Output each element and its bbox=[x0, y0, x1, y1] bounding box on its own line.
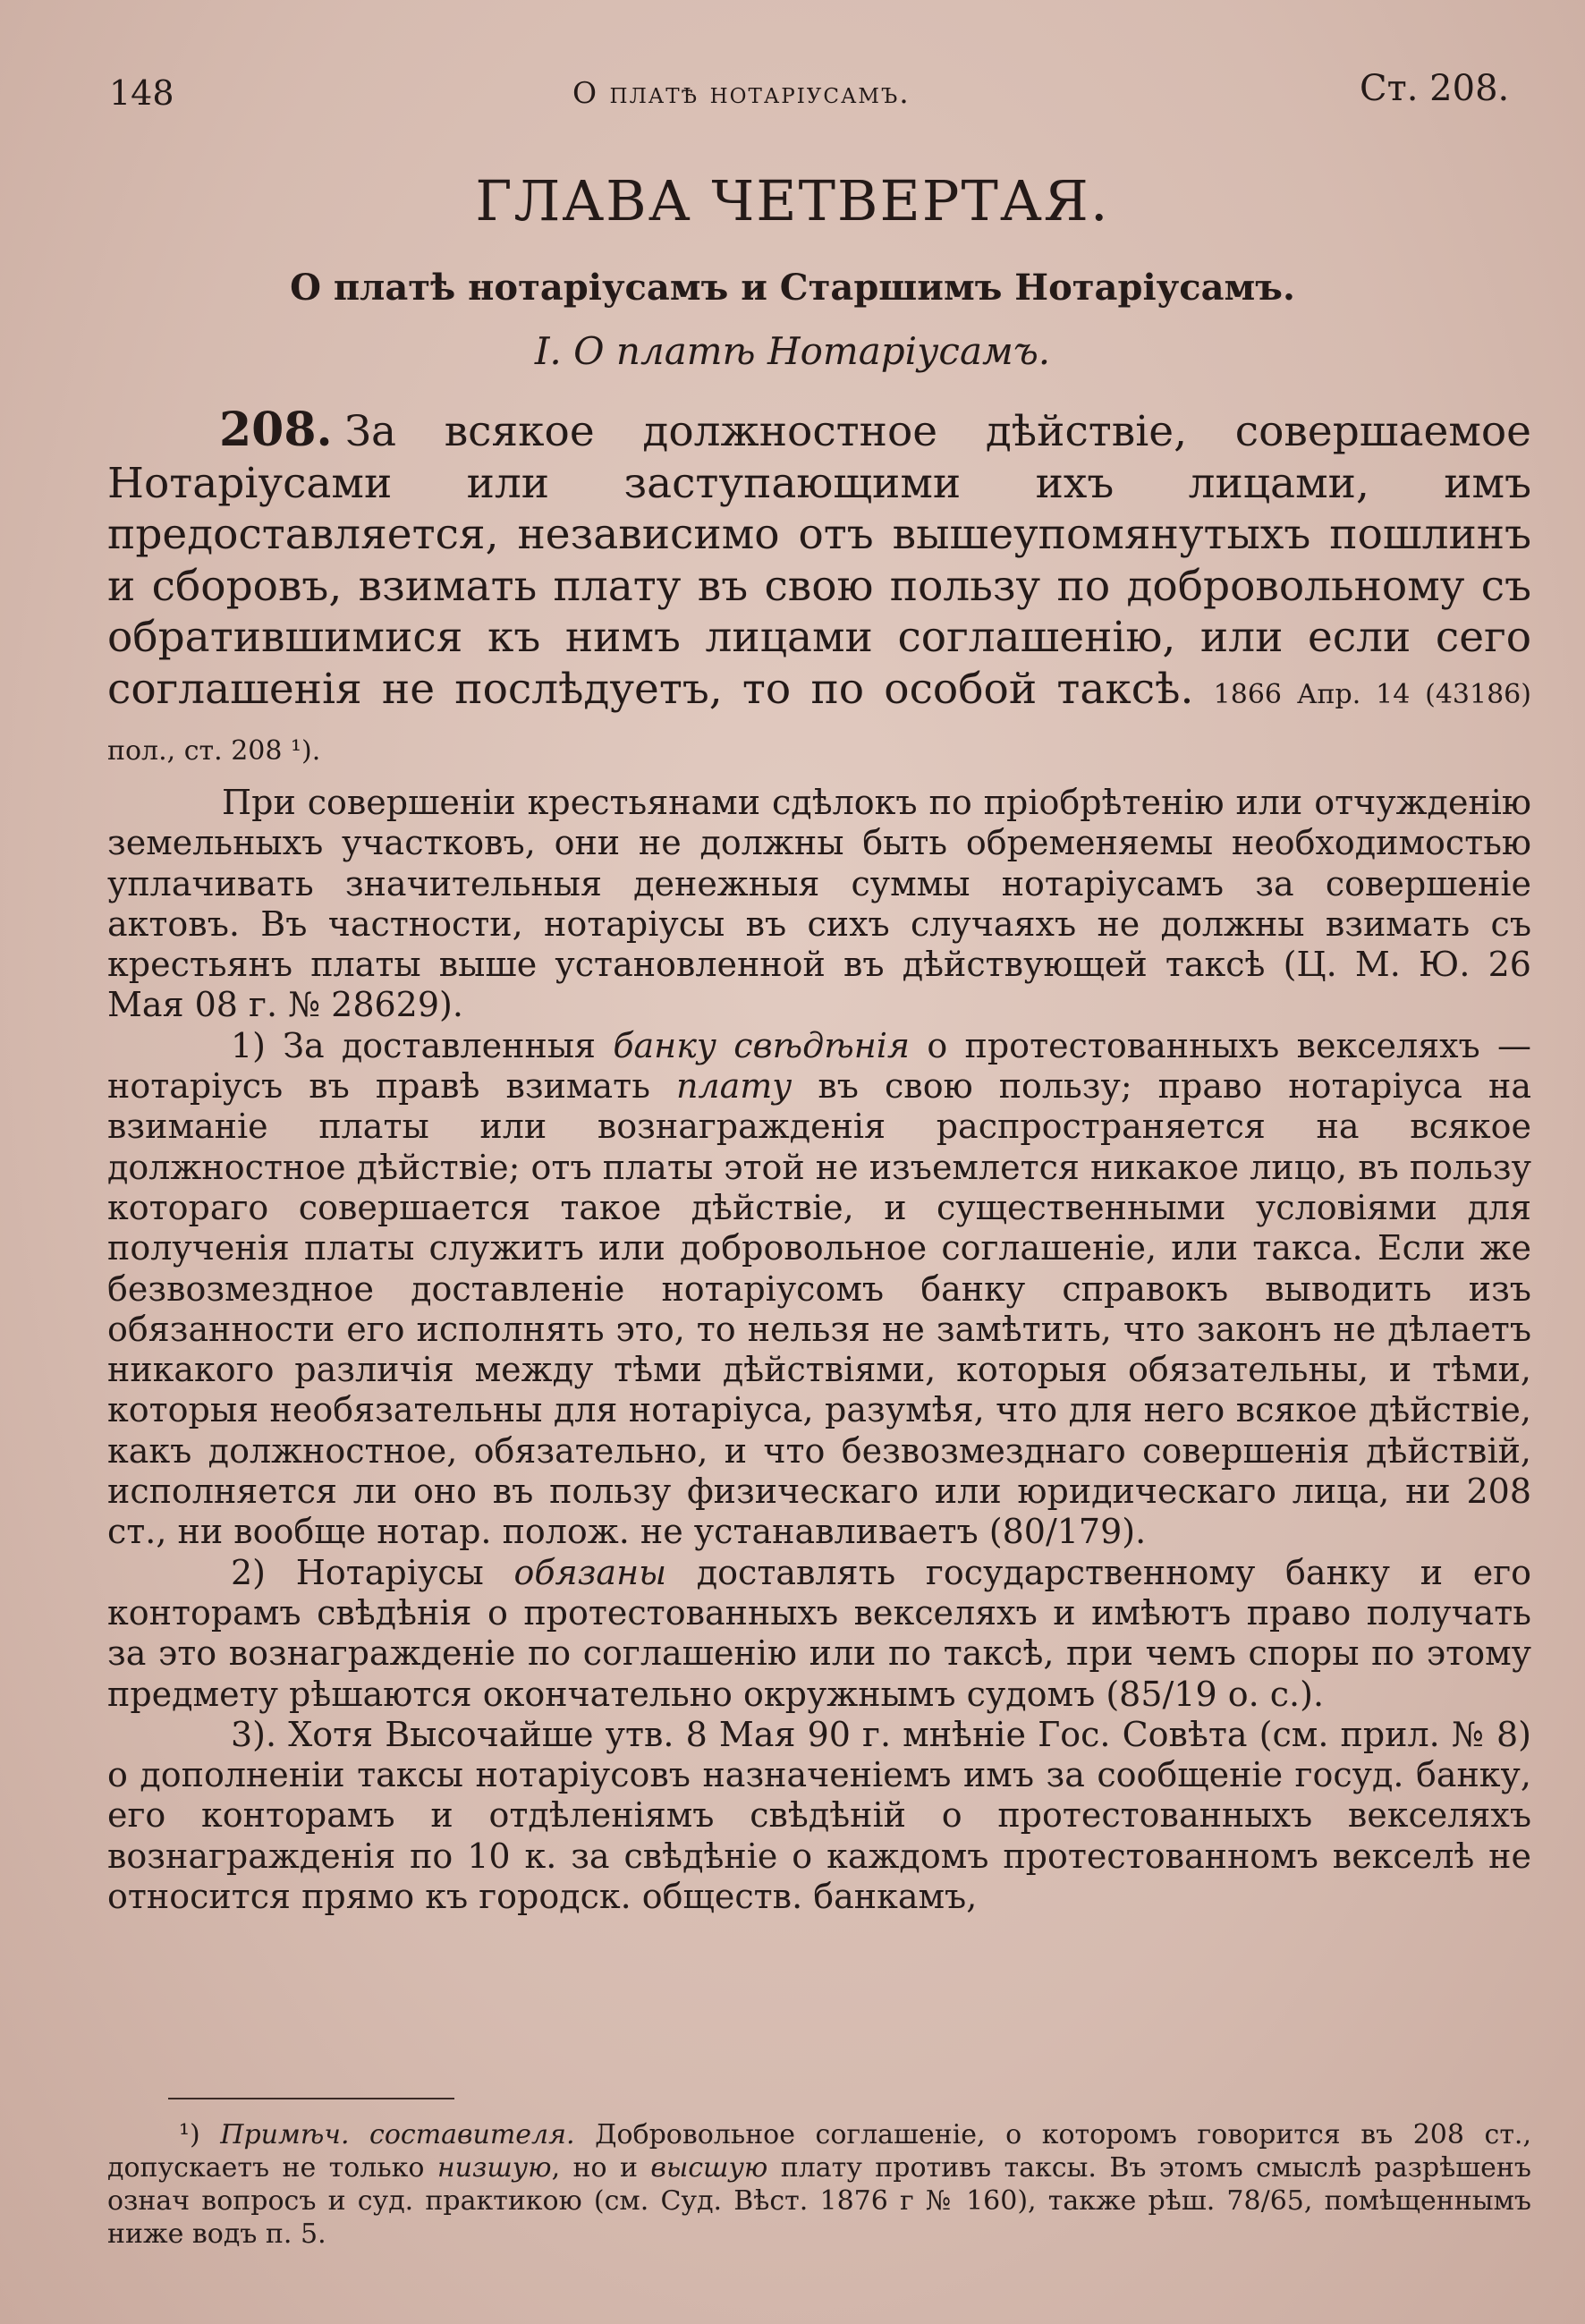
footnote-italic-a: низшую bbox=[437, 2152, 552, 2184]
footnote-italic-b: высшую bbox=[650, 2152, 768, 2184]
point-1-text-c: въ свою пользу; право нотаріуса на взиманіе платы или вознагражденія распространяется на всякое должностное дѣйствіе; отъ платы этой не изъемлется никакое лицо, въ пользу котораго совершается такое дѣйствіе, и существенными условіями для полученія платы служитъ или добровольное соглашеніе, или такса. Если же безвозмездное доставленіе нотаріусомъ банку справокъ выводить изъ обязанности его исполнять это, то нельзя не замѣтить, что законъ не дѣлаетъ никакого различія между тѣми дѣйствіями, которыя обязательны, и тѣми, которыя необязательны для нотаріуса, разумѣя, что для него всякое дѣйствіе, какъ должностное, обязательно, и что безвозмезднаго совершенія дѣйствій, исполняется ли оно въ пользу физическаго или юридическаго лица, ни 208 ст., ни вообще нотар. полож. не устанавливаетъ (80/179). bbox=[107, 1066, 1531, 1552]
footnote-divider bbox=[168, 2098, 454, 2099]
footnote-text-a: Добровольное соглашеніе, о которомъ говорится въ 208 ст., допускаетъ не только bbox=[107, 2119, 1531, 2184]
article-number: 208. bbox=[219, 403, 333, 457]
commentary-point-2 bbox=[107, 1553, 1531, 1715]
article-text: За всякое должностное дѣйствіе, совершаемое Нотаріусами или заступающими ихъ лицами, имъ предоставляется, независимо отъ вышеупомянутыхъ пошлинъ и сборовъ, взимать плату въ свою пользу по добровольному съ обратившимися къ нимъ лицами соглашенію, или если сего соглашенія не послѣдуетъ, то по особой таксѣ. bbox=[107, 407, 1531, 714]
chapter-title: ГЛАВА ЧЕТВЕРТАЯ. bbox=[475, 168, 1110, 233]
running-head bbox=[0, 55, 1585, 118]
footnote-label: Примѣч. составителя. bbox=[220, 2119, 575, 2150]
commentary-point-3: 3). Хотя Высочайше утв. 8 Мая 90 г. мнѣніе Гос. Совѣта (см. прил. № 8) о дополненіи таксы нотаріусовъ назначеніемъ имъ за сообщеніе госуд. банку, его конторамъ и отдѣленіямъ свѣдѣній о протестованныхъ векселяхъ вознагражденія по 10 к. за свѣдѣніе о каждомъ протестованномъ векселѣ не относится прямо къ городск. обществ. банкамъ, bbox=[107, 1714, 1531, 1917]
article-208 bbox=[107, 404, 1531, 777]
footnote-text-b: , но и bbox=[551, 2152, 651, 2184]
section-title: О платѣ нотаріусамъ и Старшимъ Нотаріусамъ. bbox=[290, 267, 1295, 309]
subsection-title: I. О платѣ Нотаріусамъ. bbox=[534, 329, 1051, 373]
point-1-text-b: о протестованныхъ векселяхъ — нотаріусъ въ правѣ взимать bbox=[107, 1025, 1531, 1107]
point-1-italic-b: плату bbox=[675, 1066, 792, 1107]
page-number: 148 bbox=[109, 73, 174, 113]
running-title: О платѣ нотаріусамъ. bbox=[572, 75, 911, 110]
footnote-text-c: плату противъ таксы. Въ этомъ смыслѣ разрѣшенъ означ вопросъ и суд. практикою (см. Суд. Вѣст. 1876 г № 160), также рѣш. 78/65, помѣщеннымъ ниже водъ п. 5. bbox=[107, 2152, 1532, 2250]
commentary bbox=[107, 783, 1531, 1917]
point-1-text-a: 1) За доставленныя bbox=[231, 1025, 614, 1065]
point-2-text-a: 2) Нотаріусы bbox=[231, 1552, 514, 1592]
point-1-italic-a: банку свѣдѣнія bbox=[613, 1025, 911, 1065]
article-reference: Ст. 208. bbox=[1360, 68, 1510, 109]
commentary-point-1 bbox=[107, 1026, 1531, 1553]
commentary-intro: При совершеніи крестьянами сдѣлокъ по пріобрѣтенію или отчужденію земельныхъ участковъ, они не должны быть обременяемы необходимостью уплачивать значительныя денежныя суммы нотаріусамъ за совершеніе актовъ. Въ частности, нотаріусы въ сихъ случаяхъ не должны взимать съ крестьянъ платы выше установленной въ дѣйствующей таксѣ (Ц. М. Ю. 26 Мая 08 г. № 28629). bbox=[107, 783, 1531, 1025]
point-2-italic: обязаны bbox=[513, 1552, 667, 1592]
point-2-text-b: доставлять государственному банку и его конторамъ свѣдѣнія о протестованныхъ векселяхъ и имѣютъ право получать за это вознагражденіе по соглашенію или по таксѣ, при чемъ споры по этому предмету рѣшаются окончательно окружнымъ судомъ (85/19 о. с.). bbox=[107, 1552, 1532, 1714]
footnote bbox=[107, 2118, 1531, 2251]
footnote-marker: ¹) bbox=[179, 2119, 200, 2150]
article-citation: 1866 Апр. 14 (43186) пол., ст. 208 ¹). bbox=[107, 678, 1531, 767]
